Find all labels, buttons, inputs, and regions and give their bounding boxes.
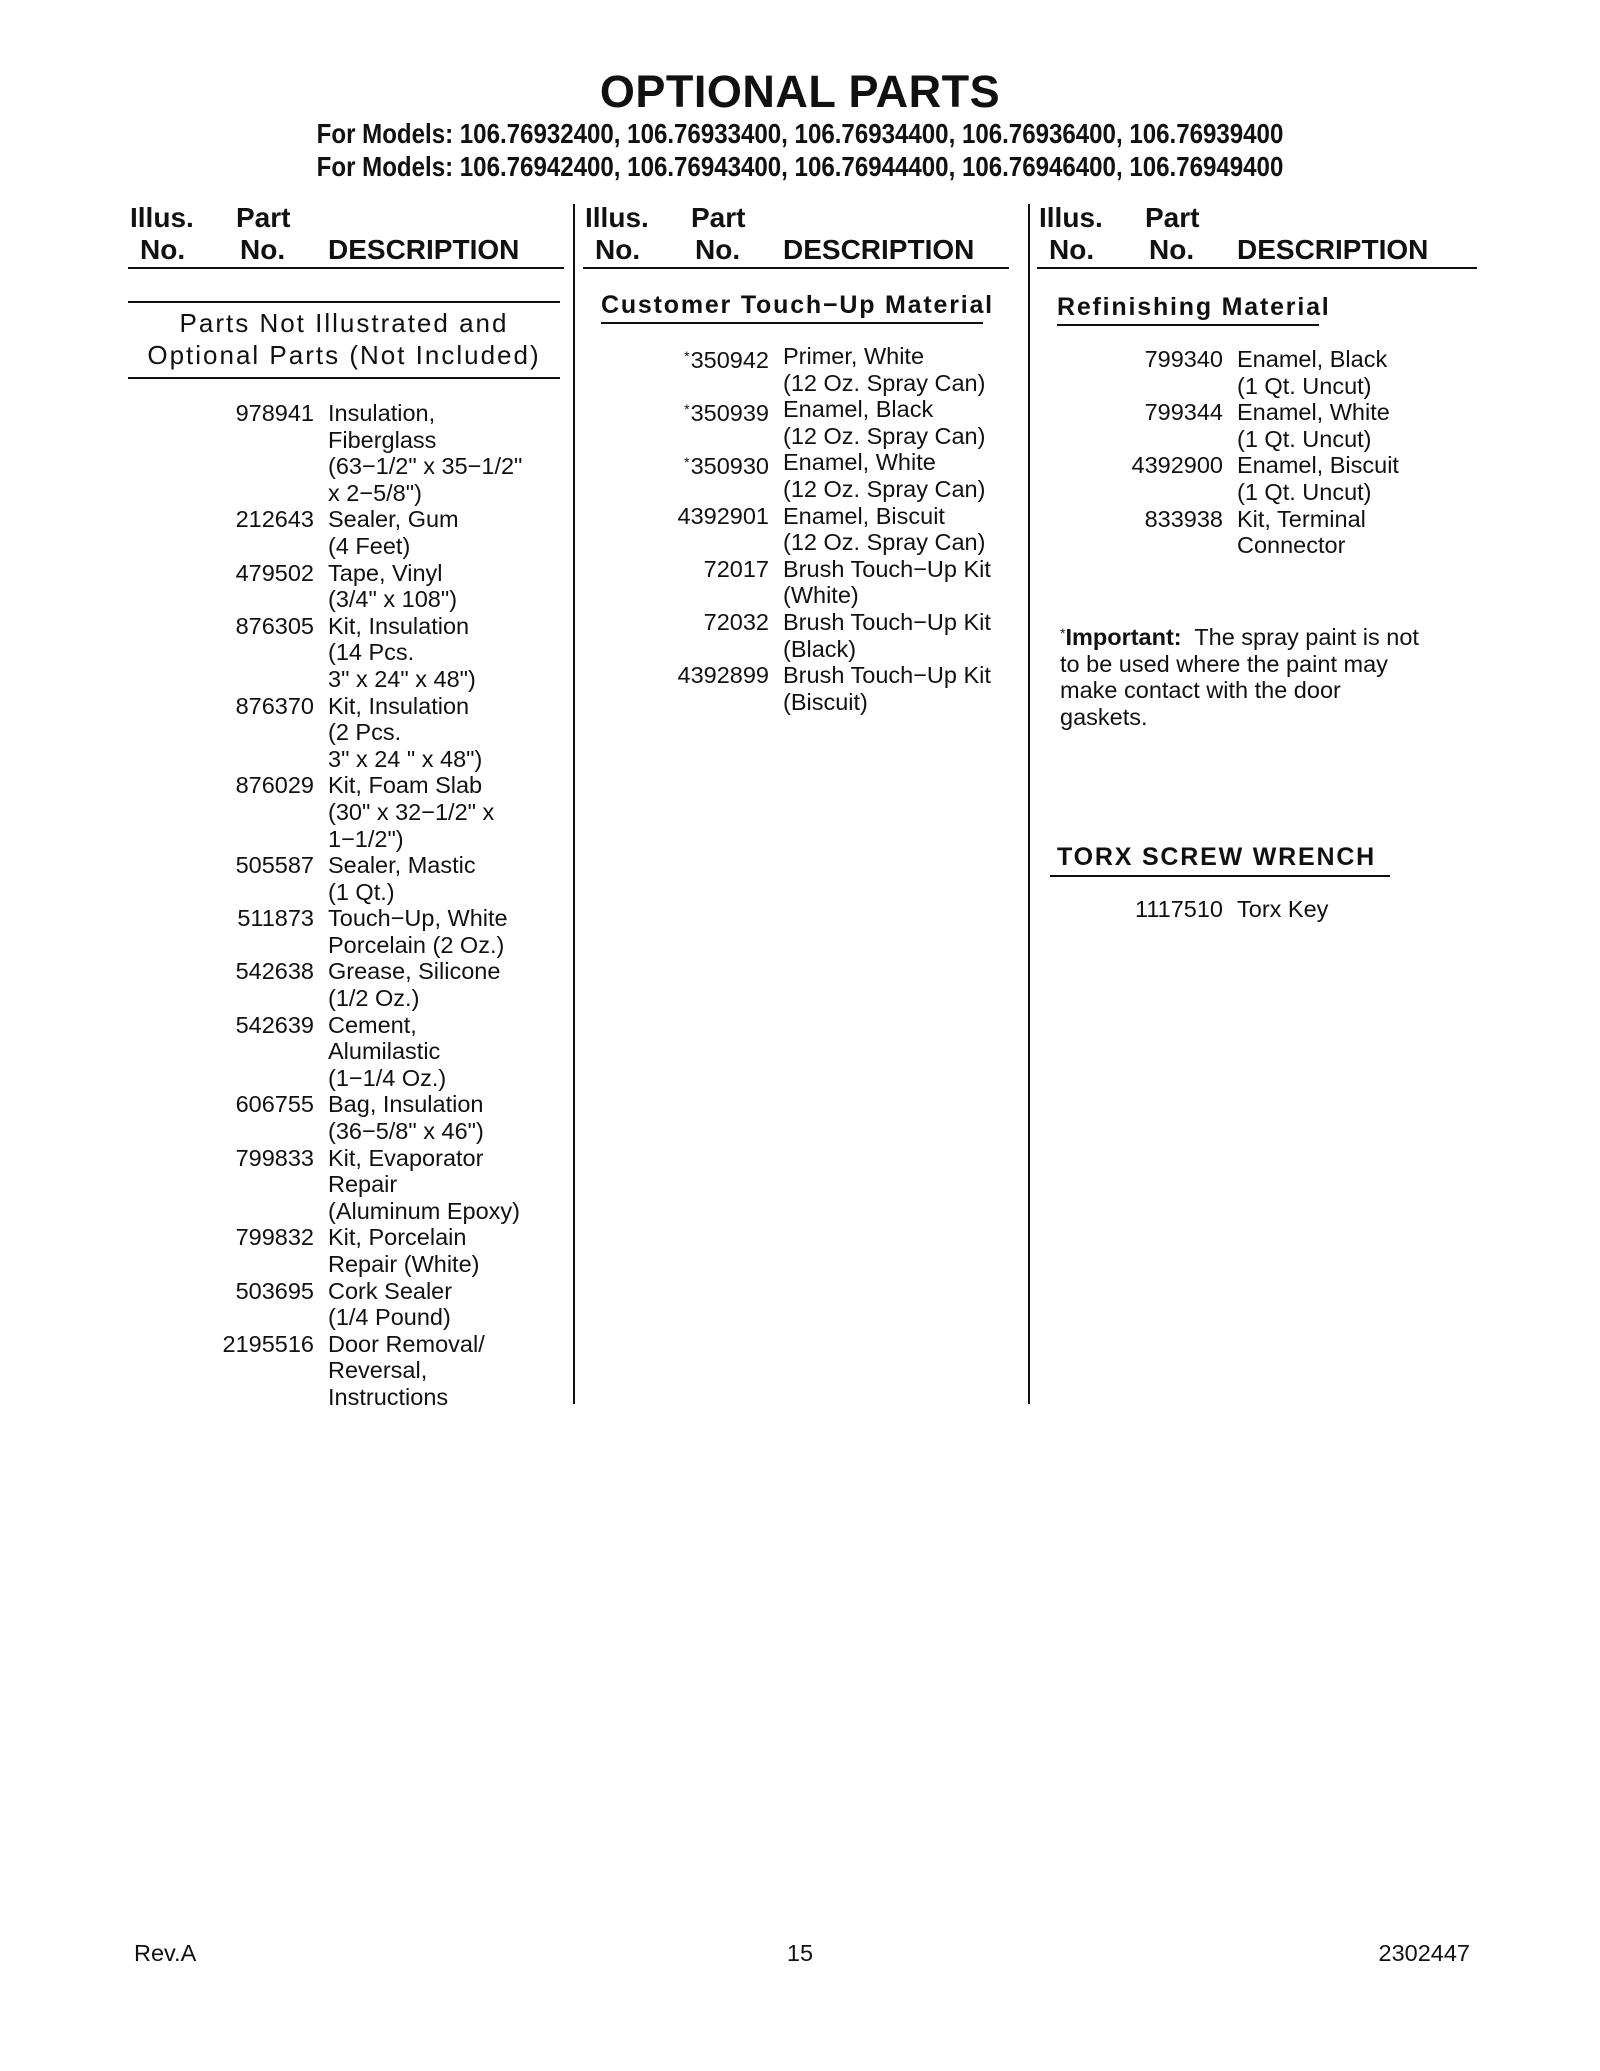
part-number — [237, 905, 314, 932]
list-item — [128, 560, 568, 613]
parts-not-illustrated-list — [128, 400, 568, 1411]
part-number — [704, 609, 769, 636]
part-description: Kit, Evaporator Repair (Aluminum Epoxy) — [328, 1144, 520, 1224]
part-number-value: 4392899 — [677, 662, 769, 689]
illus-no-label: No. — [1049, 234, 1095, 265]
section-title-line-2: Optional Parts (Not Included) — [147, 340, 541, 370]
torx-list — [1037, 896, 1477, 923]
list-item — [1037, 399, 1477, 452]
section-rule — [128, 377, 560, 379]
part-description: Torx Key — [1237, 896, 1329, 922]
column-header — [128, 200, 564, 270]
header-rule — [583, 267, 1009, 269]
part-number-value: 799832 — [235, 1224, 314, 1251]
part-number-value: 542638 — [235, 958, 314, 985]
models-line-1: For Models: 106.76932400, 106.76933400, 106.76934400, 106.76936400, 106.76939400 — [316, 118, 1284, 149]
section-rule — [128, 301, 560, 303]
list-item — [128, 905, 568, 958]
list-item — [128, 772, 568, 852]
part-number-value: 542639 — [235, 1011, 314, 1038]
part-label: Part — [691, 202, 746, 233]
part-number-value: 799344 — [1144, 399, 1223, 426]
part-number-value: 212643 — [235, 506, 314, 533]
part-number — [684, 449, 769, 480]
list-item — [128, 613, 568, 693]
part-description: Brush Touch−Up Kit (Black) — [783, 608, 991, 662]
list-item — [128, 1091, 568, 1144]
part-number-value: 505587 — [235, 852, 314, 879]
illus-label: Illus. — [1039, 202, 1103, 233]
part-number — [1135, 896, 1223, 923]
part-no-label: No. — [240, 234, 286, 265]
part-description: Kit, Porcelain Repair (White) — [328, 1224, 480, 1277]
list-item — [583, 662, 1023, 715]
section-title: TORX SCREW WRENCH — [1057, 843, 1377, 871]
part-label: Part — [236, 202, 291, 233]
part-description: Enamel, Biscuit (12 Oz. Spray Can) — [783, 502, 986, 556]
part-number-value: 978941 — [235, 400, 314, 426]
part-description: Tape, Vinyl (3/4" x 108") — [328, 559, 458, 613]
list-item — [583, 556, 1023, 609]
description-label: DESCRIPTION — [328, 234, 520, 265]
part-description: Enamel, White (12 Oz. Spray Can) — [783, 449, 986, 502]
part-number — [704, 556, 769, 583]
list-item — [128, 400, 568, 506]
part-number — [223, 1331, 315, 1358]
part-number — [236, 693, 314, 720]
asterisk-mark: * — [1060, 625, 1066, 641]
part-number-value: 1117510 — [1135, 896, 1223, 922]
doc-number: 2302447 — [1378, 1940, 1470, 1966]
part-number-value: 833938 — [1144, 505, 1223, 532]
part-no-label: No. — [695, 234, 741, 265]
list-item — [128, 1224, 568, 1277]
part-number — [236, 1012, 314, 1039]
column-divider — [1028, 204, 1030, 1404]
revision-label: Rev.A — [134, 1940, 197, 1966]
list-item — [128, 1331, 568, 1411]
part-number-value: 2195516 — [222, 1330, 314, 1357]
list-item — [128, 958, 568, 1011]
description-label: DESCRIPTION — [783, 234, 975, 265]
part-description: Enamel, Biscuit (1 Qt. Uncut) — [1237, 452, 1399, 505]
part-description: Sealer, Mastic (1 Qt.) — [328, 852, 476, 905]
part-number — [1145, 346, 1223, 373]
list-item — [1037, 452, 1477, 505]
part-description: Grease, Silicone (1/2 Oz.) — [328, 958, 501, 1012]
column-1 — [128, 200, 564, 270]
list-item — [128, 1012, 568, 1092]
part-description: Primer, White (12 Oz. Spray Can) — [783, 343, 986, 396]
part-number-value: 479502 — [235, 559, 314, 586]
illus-label: Illus. — [585, 202, 649, 233]
list-item — [1037, 506, 1477, 559]
part-number — [236, 1224, 314, 1251]
part-number — [236, 852, 314, 879]
list-item — [583, 343, 1023, 396]
illus-no-label: No. — [140, 234, 186, 265]
part-number-value: 4392901 — [677, 502, 769, 529]
asterisk-mark: * — [684, 348, 690, 364]
part-number — [236, 560, 314, 587]
part-number — [1132, 452, 1224, 479]
section-title: Refinishing Material — [1057, 293, 1331, 321]
part-number-value: 876370 — [235, 692, 314, 719]
part-description: Door Removal/ Reversal, Instructions — [328, 1330, 485, 1410]
part-number-value: 350939 — [690, 400, 769, 427]
illus-label: Illus. — [130, 202, 194, 233]
section-title: Customer Touch−Up Material — [601, 291, 994, 319]
list-item — [128, 852, 568, 905]
models-line-2: For Models: 106.76942400, 106.76943400, 106.76944400, 106.76946400, 106.76949400 — [316, 151, 1284, 182]
part-number-value: 876029 — [235, 772, 314, 799]
list-item — [583, 396, 1023, 449]
part-number — [684, 343, 769, 374]
part-description: Bag, Insulation (36−5/8" x 46") — [328, 1091, 484, 1145]
list-item — [583, 503, 1023, 556]
part-description: Cork Sealer (1/4 Pound) — [328, 1277, 453, 1331]
list-item — [128, 1145, 568, 1225]
important-text: The spray paint is not to be used where the paint may make contact with the door gaskets. — [1060, 624, 1426, 730]
part-description: Kit, Foam Slab (30" x 32−1/2" x 1−1/2") — [328, 772, 495, 852]
part-number — [684, 396, 769, 427]
list-item — [583, 449, 1023, 502]
part-label: Part — [1145, 202, 1200, 233]
part-description: Brush Touch−Up Kit (White) — [783, 555, 991, 609]
refinishing-material-list — [1037, 346, 1477, 559]
part-number — [236, 1091, 314, 1118]
part-number — [236, 958, 314, 985]
part-description: Enamel, Black (12 Oz. Spray Can) — [783, 396, 986, 449]
part-description: Kit, Insulation (14 Pcs. 3" x 24" x 48") — [328, 612, 476, 692]
page-number: 15 — [786, 1940, 814, 1966]
part-description: Kit, Terminal Connector — [1237, 505, 1366, 559]
part-number — [236, 772, 314, 799]
important-label: Important: — [1065, 624, 1182, 650]
asterisk-mark: * — [684, 401, 690, 418]
part-description: Enamel, Black (1 Qt. Uncut) — [1237, 346, 1388, 399]
part-number-value: 876305 — [235, 612, 314, 639]
part-number — [1145, 506, 1223, 533]
part-description: Enamel, White (1 Qt. Uncut) — [1237, 399, 1390, 452]
description-label: DESCRIPTION — [1237, 234, 1429, 265]
list-item — [128, 506, 568, 559]
part-number-value: 350930 — [690, 453, 769, 480]
part-description: Insulation, Fiberglass (63−1/2" x 35−1/2" x 2−5/8") — [328, 400, 523, 506]
illus-no-label: No. — [595, 234, 641, 265]
part-description: Touch−Up, White Porcelain (2 Oz.) — [328, 905, 508, 958]
column-2 — [583, 200, 1019, 270]
list-item — [1037, 346, 1477, 399]
part-number — [236, 1145, 314, 1172]
part-number — [678, 662, 770, 689]
section-title-line-1: Parts Not Illustrated and — [179, 308, 509, 338]
part-description: Cement, Alumilastic (1−1/4 Oz.) — [328, 1011, 447, 1091]
part-number — [236, 506, 314, 533]
part-number-value: 72032 — [703, 608, 769, 635]
column-3 — [1037, 200, 1473, 270]
important-note — [1060, 620, 1430, 730]
part-description: Kit, Insulation (2 Pcs. 3" x 24 " x 48") — [328, 692, 483, 772]
part-number-value: 799340 — [1144, 346, 1223, 372]
section-rule — [1057, 324, 1319, 326]
section-rule — [601, 322, 983, 324]
list-item — [128, 1278, 568, 1331]
header-rule — [1037, 267, 1477, 269]
part-number-value: 72017 — [703, 555, 769, 582]
part-number-value: 503695 — [235, 1277, 314, 1304]
part-number — [678, 503, 770, 530]
part-number-value: 606755 — [235, 1091, 314, 1118]
column-divider — [573, 204, 575, 1404]
column-header — [1037, 200, 1473, 270]
part-number-value: 350942 — [690, 347, 769, 373]
part-number — [236, 1278, 314, 1305]
part-number-value: 4392900 — [1131, 452, 1223, 479]
list-item — [128, 693, 568, 773]
part-number-value: 799833 — [235, 1144, 314, 1171]
part-number-value: 511873 — [237, 905, 314, 932]
part-number — [1145, 399, 1223, 426]
column-header — [583, 200, 1019, 270]
list-item — [1037, 896, 1477, 923]
part-description: Brush Touch−Up Kit (Biscuit) — [783, 662, 991, 715]
part-no-label: No. — [1149, 234, 1195, 265]
part-number — [236, 613, 314, 640]
page-title: OPTIONAL PARTS — [599, 66, 1001, 117]
part-description: Sealer, Gum (4 Feet) — [328, 506, 459, 559]
section-rule — [1050, 875, 1390, 877]
header-rule — [128, 267, 564, 269]
part-number — [236, 400, 314, 427]
asterisk-mark: * — [684, 454, 690, 471]
touch-up-material-list — [583, 343, 1023, 715]
list-item — [583, 609, 1023, 662]
